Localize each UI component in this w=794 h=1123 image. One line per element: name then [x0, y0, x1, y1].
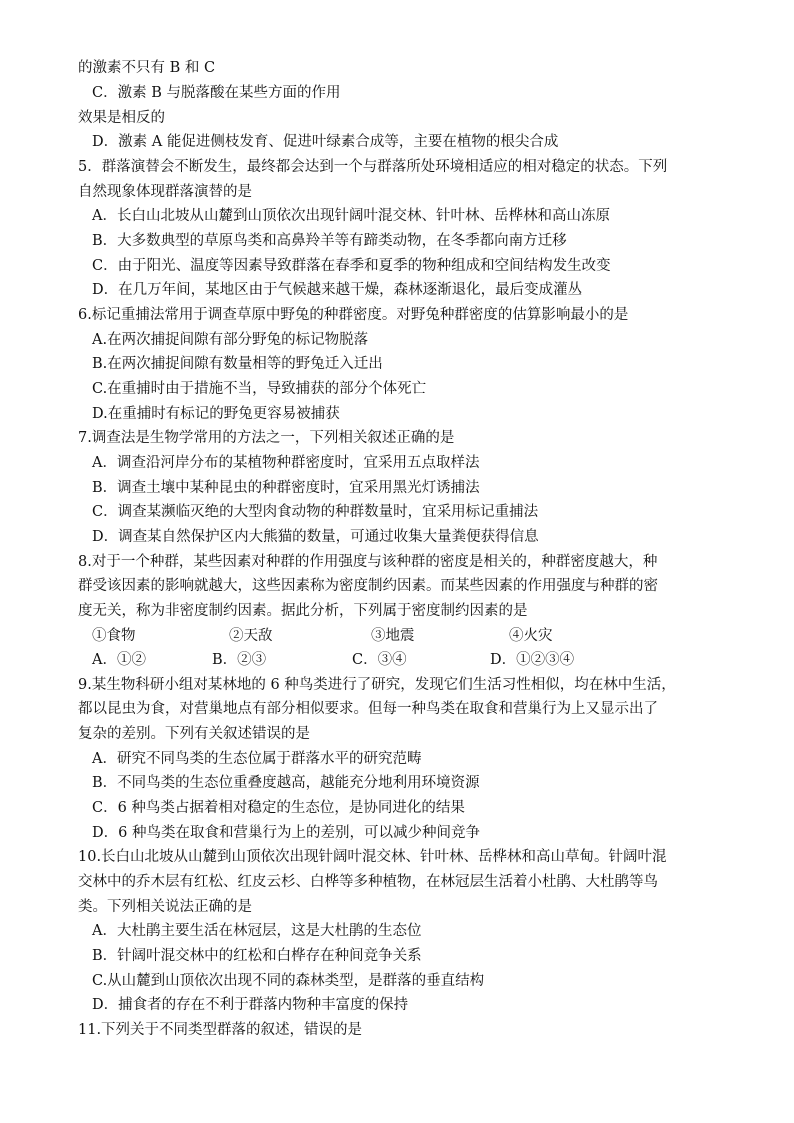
- option-line: D．捕食者的存在不利于群落内物种丰富度的保持: [92, 997, 409, 1013]
- question-9-stem: 复杂的差别。下列有关叙述错误的是: [78, 726, 310, 742]
- question-6-stem: 6.标记重捕法常用于调查草原中野兔的种群密度。对野兔种群密度的估算影响最小的是: [78, 307, 629, 323]
- question-10-stem: 10.长白山北坡从山麓到山顶依次出现针阔叶混交林、针叶林、岳桦林和高山草甸。针阔叶混: [78, 849, 667, 865]
- option-line: D．调查某自然保护区内大熊猫的数量，可通过收集大量粪便获得信息: [92, 529, 539, 545]
- option-line: B.在两次捕捉间隙有数量相等的野兔迁入迁出: [92, 356, 383, 372]
- q8-option-row: [92, 648, 574, 673]
- q8-factor: ④火灾: [509, 628, 553, 644]
- q8-factor-row: [92, 624, 553, 649]
- question-8-stem: 8.对于一个种群，某些因素对种群的作用强度与该种群的密度是相关的，种群密度越大，种: [78, 554, 658, 570]
- option-line: B．针阔叶混交林中的红松和白桦存在种间竞争关系: [92, 948, 422, 964]
- question-8-stem: 度无关，称为非密度制约因素。据此分析，下列属于密度制约因素的是: [78, 603, 528, 619]
- q8-option: B．②③: [212, 652, 267, 668]
- text-line: 的激素不只有 B 和 C: [78, 60, 216, 76]
- option-line: C．6 种鸟类占据着相对稳定的生态位，是协同进化的结果: [92, 800, 465, 816]
- option-line: C.在重捕时由于措施不当，导致捕获的部分个体死亡: [92, 381, 427, 397]
- option-line: C．由于阳光、温度等因素导致群落在春季和夏季的物种组成和空间结构发生改变: [92, 258, 611, 274]
- option-line: D．6 种鸟类在取食和营巢行为上的差别，可以减少种间竞争: [92, 825, 480, 841]
- question-7-stem: 7.调查法是生物学常用的方法之一，下列相关叙述正确的是: [78, 430, 455, 446]
- option-line: A．大杜鹃主要生活在林冠层，这是大杜鹃的生态位: [92, 923, 422, 939]
- option-line: C．调查某濒临灭绝的大型肉食动物的种群数量时，宜采用标记重捕法: [92, 504, 539, 520]
- question-9-stem: 都以昆虫为食，对营巢地点有部分相似要求。但每一种鸟类在取食和营巢行为上又显示出了: [78, 701, 658, 717]
- question-8-stem: 群受该因素的影响就越大，这些因素称为密度制约因素。而某些因素的作用强度与种群的密: [78, 578, 658, 594]
- option-line: C．激素 B 与脱落酸在某些方面的作用: [92, 85, 341, 101]
- q8-factor: ②天敌: [229, 628, 273, 644]
- q8-factor: ①食物: [92, 628, 136, 644]
- q8-option: D．①②③④: [490, 652, 575, 668]
- q8-factor: ③地震: [371, 628, 415, 644]
- option-line: D．在几万年间，某地区由于气候越来越干燥，森林逐渐退化，最后变成灌丛: [92, 282, 583, 298]
- question-10-stem: 类。下列相关说法正确的是: [78, 899, 252, 915]
- question-9-stem: 9.某生物科研小组对某林地的 6 种鸟类进行了研究，发现它们生活习性相似，均在林中生活，: [78, 677, 676, 693]
- question-11-stem: 11.下列关于不同类型群落的叙述，错误的是: [78, 1022, 363, 1038]
- option-line: A．长白山北坡从山麓到山顶依次出现针阔叶混交林、针叶林、岳桦林和高山冻原: [92, 208, 610, 224]
- option-line: D．激素 A 能促进侧枝发育、促进叶绿素合成等，主要在植物的根尖合成: [92, 134, 559, 150]
- option-line: D.在重捕时有标记的野兔更容易被捕获: [92, 406, 340, 422]
- question-10-stem: 交林中的乔木层有红松、红皮云杉、白桦等多种植物，在林冠层生活着小杜鹃、大杜鹃等鸟: [78, 874, 658, 890]
- option-line: B．不同鸟类的生态位重叠度越高，越能充分地利用环境资源: [92, 775, 480, 791]
- option-line: A.在两次捕捉间隙有部分野兔的标记物脱落: [92, 332, 369, 348]
- option-line: A．研究不同鸟类的生态位属于群落水平的研究范畴: [92, 751, 422, 767]
- option-line: A．调查沿河岸分布的某植物种群密度时，宜采用五点取样法: [92, 455, 480, 471]
- option-line: C.从山麓到山顶依次出现不同的森林类型，是群落的垂直结构: [92, 973, 485, 989]
- question-5-stem: 5．群落演替会不断发生，最终都会达到一个与群落所处环境相适应的相对稳定的状态。下列: [78, 159, 668, 175]
- q8-option: A．①②: [92, 652, 146, 668]
- text-line: 效果是相反的: [78, 110, 165, 126]
- q8-option: C．③④: [352, 652, 407, 668]
- option-line: B．调查土壤中某种昆虫的种群密度时，宜采用黑光灯诱捕法: [92, 480, 480, 496]
- option-line: B．大多数典型的草原鸟类和高鼻羚羊等有蹄类动物，在冬季都向南方迁移: [92, 233, 567, 249]
- question-5-stem: 自然现象体现群落演替的是: [78, 184, 252, 200]
